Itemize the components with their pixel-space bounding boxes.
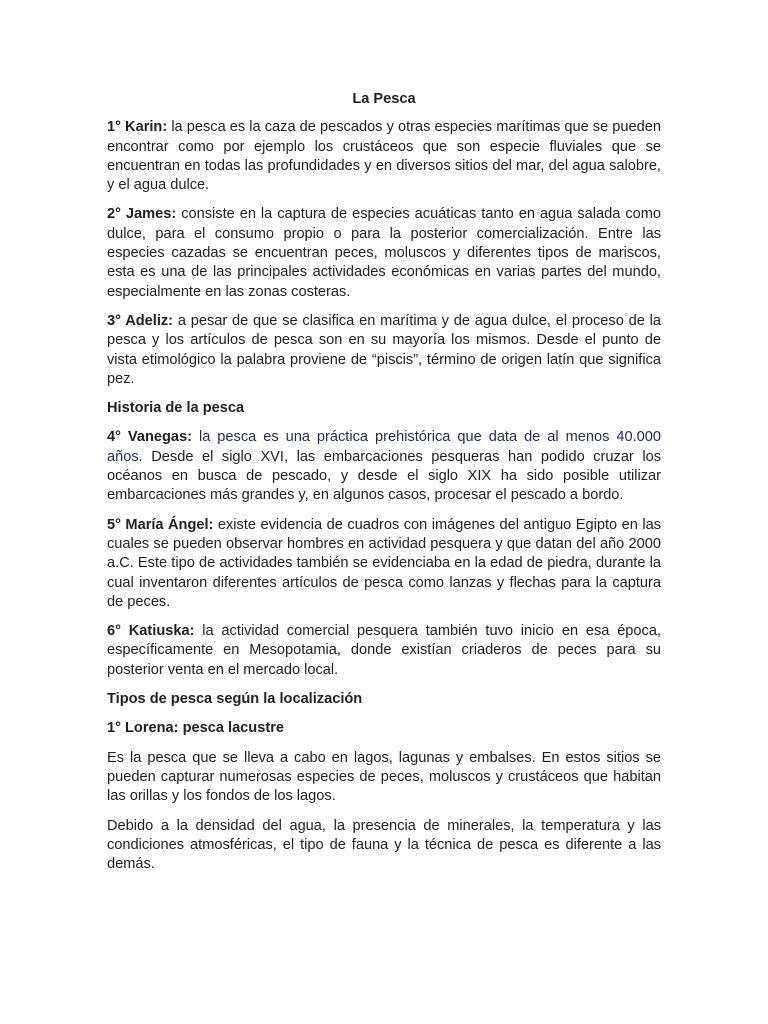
- speaker-label: 5° María Ángel:: [107, 516, 214, 533]
- section-heading-tipos: Tipos de pesca según la localización: [107, 691, 363, 708]
- paragraph-text: la pesca es la caza de pescados y otras especies marítimas que se pueden encontrar como por ejemplo los crustáceos que son especie fluviales que se encuentran en todas las profundidades y en diversos sitios del mar, del agua salobre, y el agua dulce.: [107, 119, 661, 194]
- paragraph-katiuska: [107, 622, 661, 680]
- paragraph-text: a pesar de que se clasifica en marítima y de agua dulce, el proceso de la pesca y los artículos de pesca son en su mayoría los mismos. Desde el punto de vista etimológico la palabra proviene de “piscis”, término de origen latín que significa pez.: [107, 312, 661, 387]
- paragraph-karin: [107, 118, 661, 195]
- paragraph-vanegas: [107, 428, 661, 505]
- paragraph-lacustre-2: Debido a la densidad del agua, la presencia de minerales, la temperatura y las condiciones atmosféricas, el tipo de fauna y la técnica de pesca es diferente a las demás.: [107, 817, 661, 873]
- paragraph-maria-angel: [107, 516, 661, 612]
- paragraph-text: . Desde el siglo XVI, las embarcaciones pesqueras han podido cruzar los océanos en busca de pescado, y desde el siglo XIX ha sido posible utilizar embarcaciones más grandes y, en algunos casos, procesar el pescado a bordo.: [107, 448, 661, 504]
- speaker-label: 3° Adeliz:: [107, 312, 174, 329]
- paragraph-lacustre-1: Es la pesca que se lleva a cabo en lagos, lagunas y embalses. En estos sitios se pueden capturar numerosas especies de peces, moluscos y crustáceos que habitan las orillas y los fondos de los lagos.: [107, 749, 661, 805]
- subheading-lorena: 1° Lorena: pesca lacustre: [107, 720, 284, 737]
- speaker-label: 1° Karin:: [107, 119, 168, 136]
- paragraph-text: la actividad comercial pesquera también tuvo inicio en esa época, específicamente en Mesopotamia, donde existían criaderos de peces para su posterior venta en el mercado local.: [107, 623, 662, 678]
- highlighted-link-text[interactable]: la pesca es una práctica prehistórica que data de al menos 40.000 años: [107, 429, 661, 465]
- paragraph-james: [107, 205, 661, 301]
- paragraph-text: existe evidencia de cuadros con imágenes del antiguo Egipto en las cuales se pueden observar hombres en actividad pesquera y que datan del año 2000 a.C. Este tipo de actividades también se evidenciaba en la edad de piedra, durante la cual inventaron diferentes artículos de pesca como lanzas y flechas para la captura de peces.: [107, 516, 661, 610]
- section-heading-historia: Historia de la pesca: [107, 400, 245, 417]
- paragraph-text: consiste en la captura de especies acuáticas tanto en agua salada como dulce, para el consumo propio o para la posterior comercialización. Entre las especies cazadas se encuentran peces, moluscos y diferentes tipos de mariscos, esta es una de las principales actividades económicas en varias partes del mundo, especialmente en las zonas costeras.: [107, 206, 662, 300]
- document-title: La Pesca: [352, 91, 416, 107]
- speaker-label: 2° James:: [107, 206, 177, 223]
- speaker-label: 6° Katiuska:: [107, 623, 195, 640]
- speaker-label: 4° Vanegas:: [107, 429, 193, 446]
- paragraph-adeliz: [107, 312, 661, 389]
